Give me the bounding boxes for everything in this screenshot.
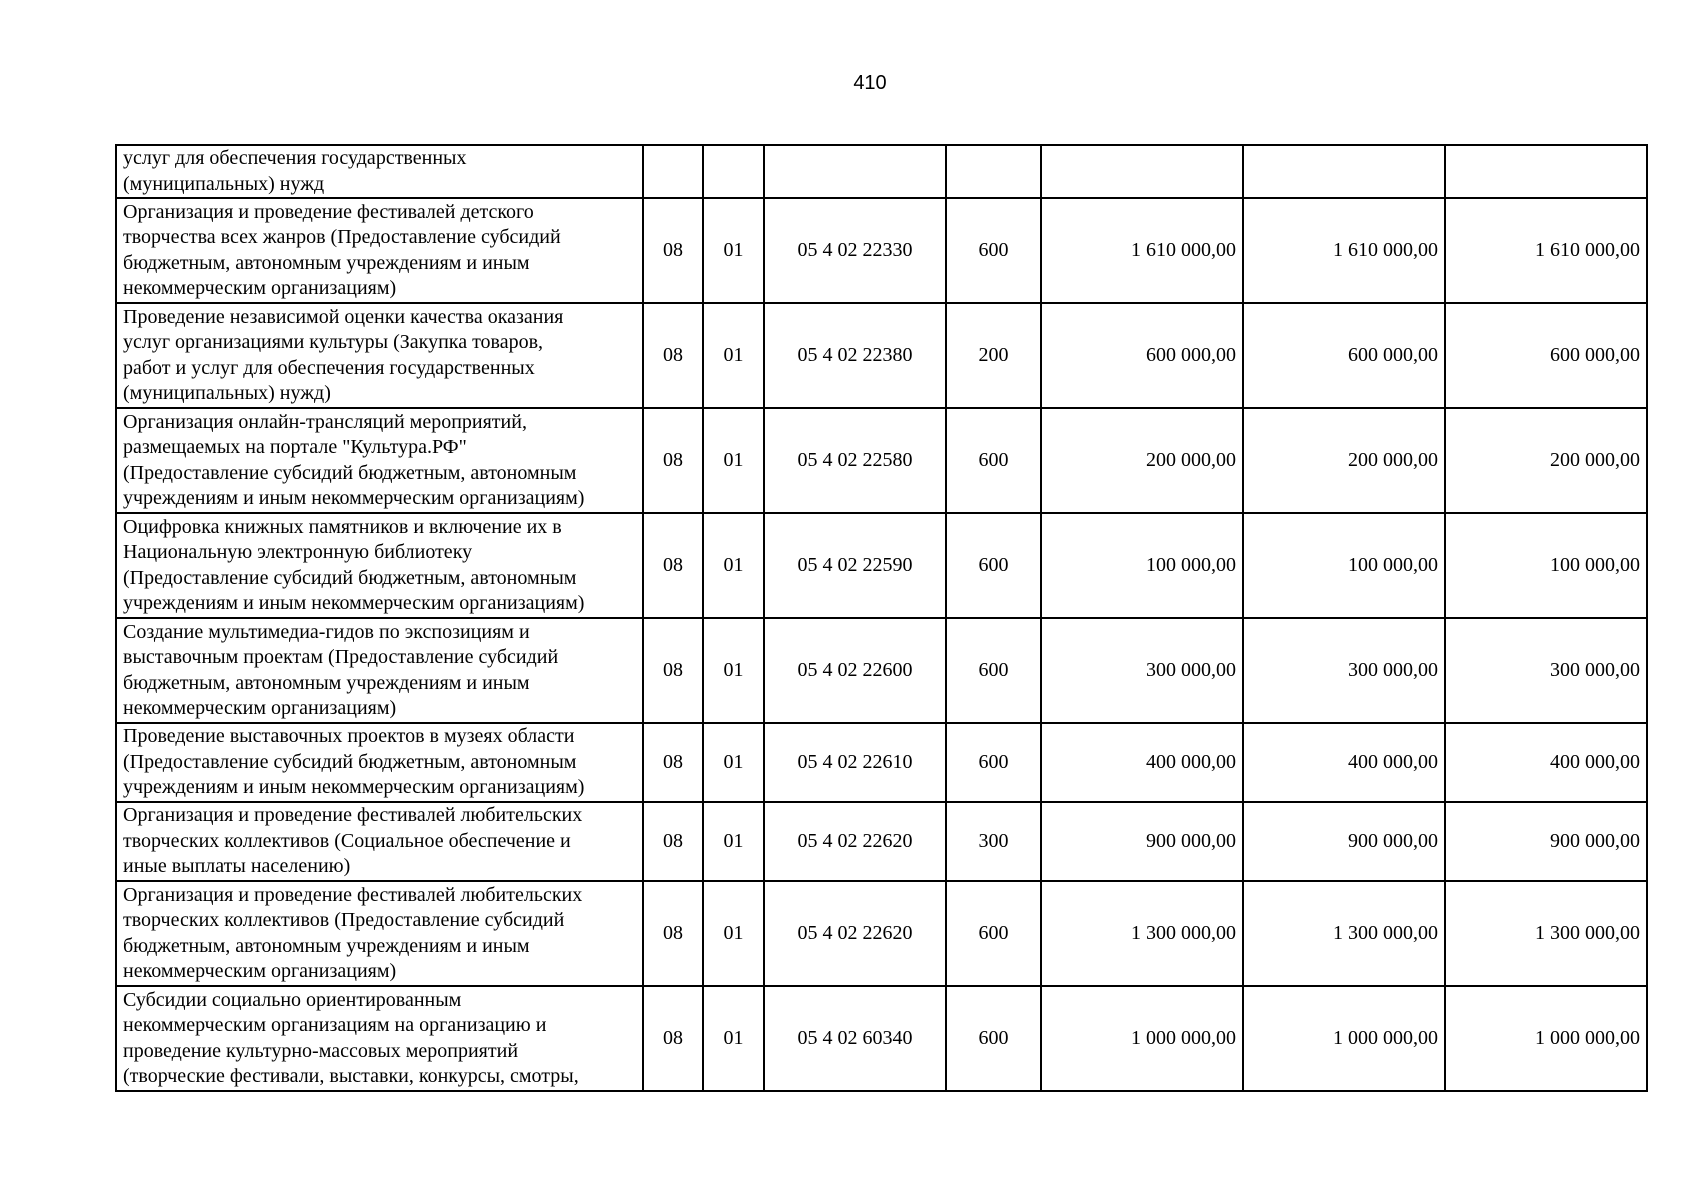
target-article-code <box>764 145 946 198</box>
table-row <box>116 303 1647 408</box>
amount-year-1: 1 300 000,00 <box>1041 881 1243 986</box>
amount-year-2: 900 000,00 <box>1243 802 1445 881</box>
expense-name: Оцифровка книжных памятников и включение их в Национальную электронную библиотеку (Предоставление субсидий бюджетным, автономным учреждениям и иным некоммерческим организациям) <box>116 513 643 618</box>
table-row <box>116 145 1647 198</box>
expense-name: Создание мультимедиа-гидов по экспозициям и выставочным проектам (Предоставление субсидий бюджетным, автономным учреждениям и иным некоммерческим организациям) <box>116 618 643 723</box>
amount-year-3: 1 000 000,00 <box>1445 986 1647 1091</box>
target-article-code: 05 4 02 22620 <box>764 881 946 986</box>
subsection-code: 01 <box>703 881 764 986</box>
target-article-code: 05 4 02 22610 <box>764 723 946 802</box>
amount-year-3: 100 000,00 <box>1445 513 1647 618</box>
amount-year-1: 1 610 000,00 <box>1041 198 1243 303</box>
amount-year-2: 100 000,00 <box>1243 513 1445 618</box>
target-article-code: 05 4 02 60340 <box>764 986 946 1091</box>
expense-name: Организация и проведение фестивалей любительских творческих коллективов (Социальное обеспечение и иные выплаты населению) <box>116 802 643 881</box>
amount-year-1: 100 000,00 <box>1041 513 1243 618</box>
section-code: 08 <box>643 618 703 723</box>
section-code: 08 <box>643 303 703 408</box>
table-row <box>116 881 1647 986</box>
expense-type-code: 300 <box>946 802 1041 881</box>
amount-year-1: 300 000,00 <box>1041 618 1243 723</box>
expense-name: услуг для обеспечения государственных (муниципальных) нужд <box>116 145 643 198</box>
subsection-code: 01 <box>703 408 764 513</box>
section-code: 08 <box>643 513 703 618</box>
target-article-code: 05 4 02 22380 <box>764 303 946 408</box>
expense-name: Проведение независимой оценки качества оказания услуг организациями культуры (Закупка товаров, работ и услуг для обеспечения государственных (муниципальных) нужд) <box>116 303 643 408</box>
subsection-code: 01 <box>703 618 764 723</box>
table-row <box>116 198 1647 303</box>
page-number: 410 <box>853 72 887 94</box>
expense-type-code: 600 <box>946 881 1041 986</box>
amount-year-1: 1 000 000,00 <box>1041 986 1243 1091</box>
amount-year-3: 300 000,00 <box>1445 618 1647 723</box>
amount-year-2: 600 000,00 <box>1243 303 1445 408</box>
expense-type-code: 600 <box>946 723 1041 802</box>
amount-year-3: 900 000,00 <box>1445 802 1647 881</box>
expense-name: Проведение выставочных проектов в музеях области (Предоставление субсидий бюджетным, автономным учреждениям и иным некоммерческим организациям) <box>116 723 643 802</box>
subsection-code <box>703 145 764 198</box>
expense-type-code: 600 <box>946 408 1041 513</box>
amount-year-1: 600 000,00 <box>1041 303 1243 408</box>
expense-type-code: 600 <box>946 513 1041 618</box>
table-row <box>116 723 1647 802</box>
section-code: 08 <box>643 986 703 1091</box>
table-row <box>116 618 1647 723</box>
target-article-code: 05 4 02 22620 <box>764 802 946 881</box>
amount-year-2 <box>1243 145 1445 198</box>
subsection-code: 01 <box>703 723 764 802</box>
expense-name: Организация и проведение фестивалей любительских творческих коллективов (Предоставление субсидий бюджетным, автономным учреждениям и иным некоммерческим организациям) <box>116 881 643 986</box>
amount-year-1: 400 000,00 <box>1041 723 1243 802</box>
section-code: 08 <box>643 198 703 303</box>
table-row <box>116 513 1647 618</box>
section-code: 08 <box>643 723 703 802</box>
amount-year-2: 1 300 000,00 <box>1243 881 1445 986</box>
expense-name: Организация онлайн-трансляций мероприятий, размещаемых на портале "Культура.РФ" (Предоставление субсидий бюджетным, автономным учреждениям и иным некоммерческим организациям) <box>116 408 643 513</box>
table-row <box>116 986 1647 1091</box>
amount-year-2: 1 610 000,00 <box>1243 198 1445 303</box>
amount-year-2: 200 000,00 <box>1243 408 1445 513</box>
amount-year-3: 200 000,00 <box>1445 408 1647 513</box>
subsection-code: 01 <box>703 198 764 303</box>
amount-year-1: 200 000,00 <box>1041 408 1243 513</box>
table-row <box>116 408 1647 513</box>
subsection-code: 01 <box>703 802 764 881</box>
amount-year-2: 400 000,00 <box>1243 723 1445 802</box>
expense-name: Организация и проведение фестивалей детского творчества всех жанров (Предоставление субсидий бюджетным, автономным учреждениям и иным некоммерческим организациям) <box>116 198 643 303</box>
target-article-code: 05 4 02 22580 <box>764 408 946 513</box>
target-article-code: 05 4 02 22600 <box>764 618 946 723</box>
section-code: 08 <box>643 881 703 986</box>
target-article-code: 05 4 02 22330 <box>764 198 946 303</box>
expense-type-code <box>946 145 1041 198</box>
expense-type-code: 600 <box>946 198 1041 303</box>
budget-table <box>115 144 1648 1092</box>
expense-type-code: 600 <box>946 618 1041 723</box>
amount-year-3: 600 000,00 <box>1445 303 1647 408</box>
amount-year-3: 1 610 000,00 <box>1445 198 1647 303</box>
amount-year-1: 900 000,00 <box>1041 802 1243 881</box>
amount-year-3 <box>1445 145 1647 198</box>
subsection-code: 01 <box>703 986 764 1091</box>
expense-name: Субсидии социально ориентированным некоммерческим организациям на организацию и проведение культурно-массовых мероприятий (творческие фестивали, выставки, конкурсы, смотры, <box>116 986 643 1091</box>
target-article-code: 05 4 02 22590 <box>764 513 946 618</box>
section-code <box>643 145 703 198</box>
subsection-code: 01 <box>703 513 764 618</box>
section-code: 08 <box>643 802 703 881</box>
table-row <box>116 802 1647 881</box>
amount-year-3: 400 000,00 <box>1445 723 1647 802</box>
amount-year-1 <box>1041 145 1243 198</box>
subsection-code: 01 <box>703 303 764 408</box>
expense-type-code: 200 <box>946 303 1041 408</box>
section-code: 08 <box>643 408 703 513</box>
amount-year-3: 1 300 000,00 <box>1445 881 1647 986</box>
expense-type-code: 600 <box>946 986 1041 1091</box>
amount-year-2: 300 000,00 <box>1243 618 1445 723</box>
amount-year-2: 1 000 000,00 <box>1243 986 1445 1091</box>
